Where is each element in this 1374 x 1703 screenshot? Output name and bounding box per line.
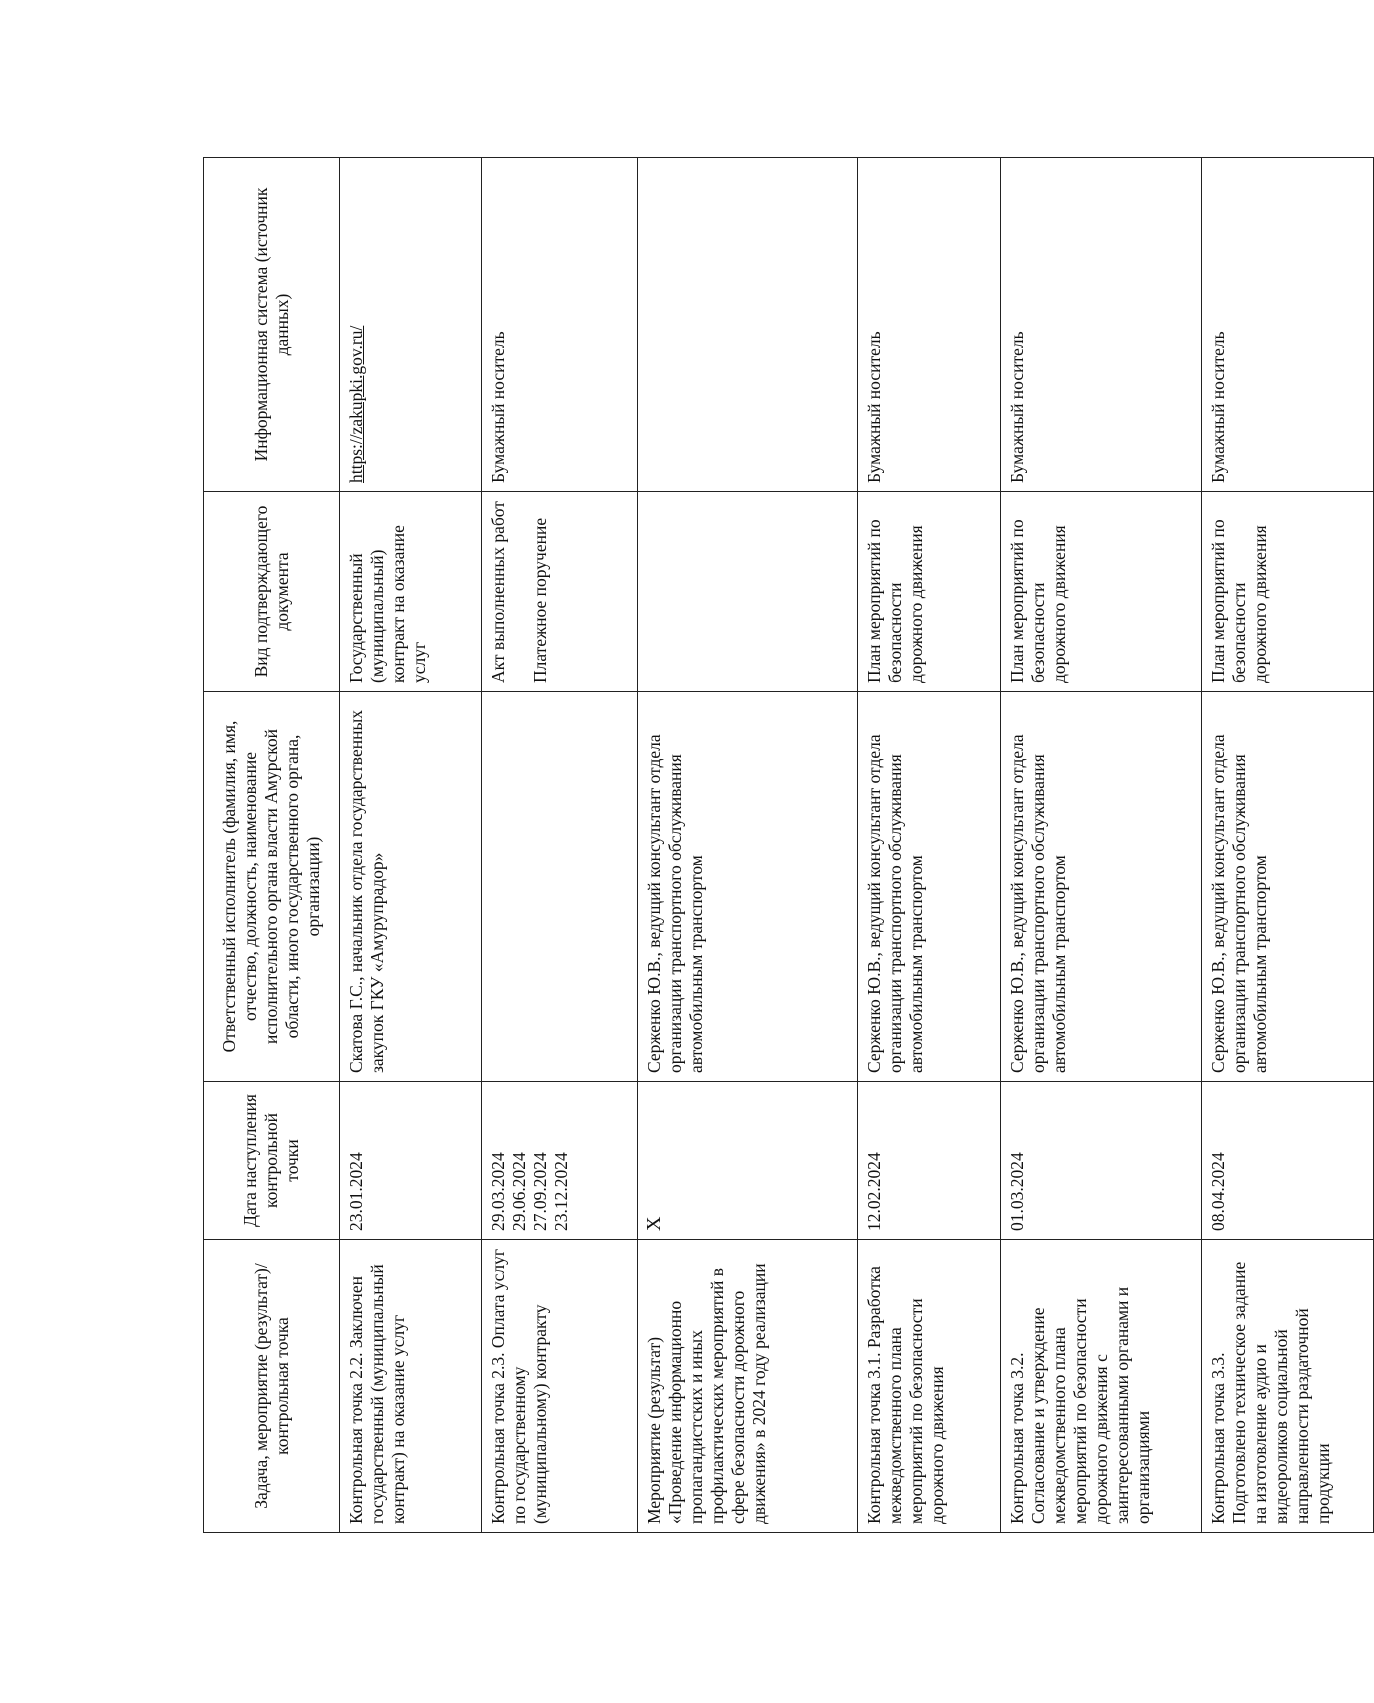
cell-date: [482, 1082, 638, 1240]
control-points-table: [203, 157, 1374, 1533]
date-value: 12.02.2024: [864, 1152, 884, 1231]
date-value: 27.09.2024: [530, 1152, 550, 1231]
zakupki-link[interactable]: https://zakupki.gov.ru/: [346, 325, 366, 483]
table-row: [858, 158, 1001, 1533]
cell-doc-type: [340, 492, 482, 692]
doc-type-value: Платежное поручение: [530, 517, 550, 683]
spacer: [509, 500, 530, 683]
cell-doc-type: [858, 492, 1001, 692]
cell-responsible: [482, 692, 638, 1082]
date-value: 01.03.2024: [1007, 1152, 1027, 1231]
header-task: Задача, мероприятие (результат)/контрольная точка: [204, 1240, 340, 1533]
doc-type-value: Государственный (муниципальный) контракт на оказание услуг: [346, 525, 429, 683]
doc-type-value: План мероприятий по безопасности дорожного движения: [1208, 519, 1270, 683]
cell-task: Мероприятие (результат) «Проведение информационно пропагандистских и иных профилактических мероприятий в сфере безопасности дорожного движения» в 2024 году реализации: [638, 1240, 858, 1533]
cell-responsible: Серженко Ю.В., ведущий консультант отдела организации транспортного обслуживания автомобильным транспортом: [1001, 692, 1202, 1082]
cell-responsible: Серженко Ю.В., ведущий консультант отдела организации транспортного обслуживания автомобильным транспортом: [858, 692, 1001, 1082]
table-body: [340, 158, 1374, 1533]
table-row: [1001, 158, 1202, 1533]
cell-task: Контрольная точка 3.3. Подготовлено техническое задание на изготовление аудио и видеороликов социальной направленности раздаточной продукции: [1202, 1240, 1374, 1533]
cell-info-system: [638, 158, 858, 492]
cell-info-system: Бумажный носитель: [858, 158, 1001, 492]
cell-date: [1202, 1082, 1374, 1240]
doc-type-value: План мероприятий по безопасности дорожного движения: [1007, 519, 1069, 683]
cell-date: [340, 1082, 482, 1240]
cell-doc-type: [1001, 492, 1202, 692]
table-row: [1202, 158, 1374, 1533]
cell-info-system: Бумажный носитель: [482, 158, 638, 492]
cell-responsible: Скатова Г.С., начальник отдела государственных закупок ГКУ «Амурупрадор»: [340, 692, 482, 1082]
table-row: [482, 158, 638, 1533]
cell-task: Контрольная точка 3.1. Разработка межведомственного плана мероприятий по безопасности дорожного движения: [858, 1240, 1001, 1533]
header-date: Дата наступления контрольной точки: [204, 1082, 340, 1240]
doc-type-value: Акт выполненных работ: [488, 501, 508, 683]
cell-task: Контрольная точка 2.2. Заключен государственный (муниципальный контракт) на оказание услуг: [340, 1240, 482, 1533]
rotated-page-content: [203, 158, 1333, 1533]
cell-responsible: Серженко Ю.В., ведущий консультант отдела организации транспортного обслуживания автомобильным транспортом: [638, 692, 858, 1082]
table-row: [638, 158, 858, 1533]
header-info-system: Информационная система (источник данных): [204, 158, 340, 492]
cell-task: Контрольная точка 3.2. Согласование и утверждение межведомственного плана мероприятий по безопасности дорожного движения с заинтересованными органами и организациями: [1001, 1240, 1202, 1533]
doc-type-value: План мероприятий по безопасности дорожного движения: [864, 519, 926, 683]
date-value: 23.12.2024: [551, 1152, 571, 1231]
cell-date: [1001, 1082, 1202, 1240]
cell-doc-type: [1202, 492, 1374, 692]
info-system-link[interactable]: [340, 158, 482, 492]
not-applicable-mark: X: [643, 1216, 665, 1231]
cell-info-system: Бумажный носитель: [1001, 158, 1202, 492]
cell-task: Контрольная точка 2.3. Оплата услуг по государственному (муниципальному) контракту: [482, 1240, 638, 1533]
date-value: 08.04.2024: [1208, 1152, 1228, 1231]
date-value: 29.06.2024: [509, 1152, 529, 1231]
table-header-row: [204, 158, 340, 1533]
cell-responsible: Серженко Ю.В., ведущий консультант отдела организации транспортного обслуживания автомобильным транспортом: [1202, 692, 1374, 1082]
table-row: [340, 158, 482, 1533]
date-value: 29.03.2024: [488, 1152, 508, 1231]
header-responsible: Ответственный исполнитель (фамилия, имя, отчество, должность, наименование исполнительного органа власти Амурской области, иного государственного органа, организации): [204, 692, 340, 1082]
cell-doc-type: [482, 492, 638, 692]
cell-info-system: Бумажный носитель: [1202, 158, 1374, 492]
header-doc-type: Вид подтверждающего документа: [204, 492, 340, 692]
cell-doc-type: [638, 492, 858, 692]
date-value: 23.01.2024: [346, 1152, 366, 1231]
cell-date: [638, 1082, 858, 1240]
cell-date: [858, 1082, 1001, 1240]
